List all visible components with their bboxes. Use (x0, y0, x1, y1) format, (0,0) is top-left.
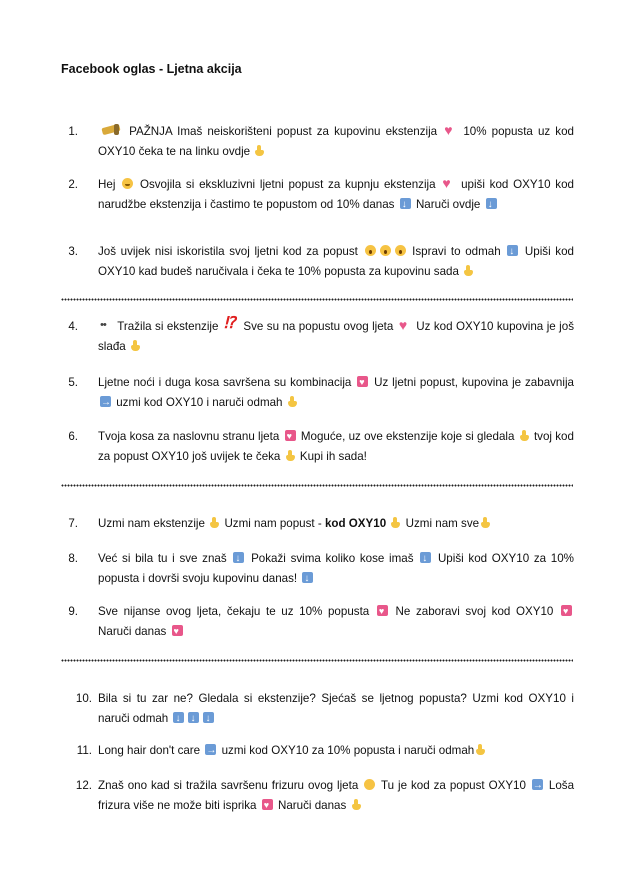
pointing-hand-icon (352, 799, 361, 810)
right-arrow-box-icon (532, 779, 543, 790)
item-number: 1. (68, 125, 78, 138)
heart-box-icon (172, 625, 183, 636)
down-arrow-box-icon (233, 552, 244, 563)
item-text: Tu je kod za popust OXY10 (381, 779, 526, 792)
item-number: 6. (68, 430, 78, 443)
grinning-face-icon (122, 178, 133, 189)
list-item (68, 122, 574, 161)
right-arrow-box-icon (205, 744, 216, 755)
list-item (76, 689, 574, 728)
item-text: Moguće, uz ove ekstenzije koje si gledala (300, 430, 515, 443)
item-text: Uz ljetni popust, kupovina je zabavnija (374, 376, 574, 389)
item-text: Ljetne noći i duga kosa savršena su kombinacija (98, 376, 352, 389)
item-text: Već si bila tu i sve znaš (98, 552, 227, 565)
item-text: Sve su na popustu ovog ljeta (243, 320, 394, 333)
exclamation-question-icon (224, 320, 238, 331)
sparkling-heart-icon (444, 125, 456, 136)
heart-box-icon (561, 605, 572, 616)
sparkling-heart-icon (442, 178, 454, 189)
winking-face-icon (364, 779, 375, 790)
item-text: PAŽNJA Imaš neiskorišteni popust za kupovinu ekstenzija (129, 125, 438, 138)
item-text: Sve nijanse ovog ljeta, čekaju te uz 10% popusta (98, 605, 370, 618)
item-text: Bila si tu zar ne? Gledala si ekstenzije? Sjećaš se ljetnog popusta? Uzmi kod OXY10 i naruči odmah (98, 692, 574, 725)
item-text: Ispravi to odmah (412, 245, 501, 258)
pointing-hand-icon (476, 744, 485, 755)
list-item (68, 427, 574, 466)
item-text: Kupi ih sada! (299, 449, 367, 463)
item-text: Tražila si ekstenzije (117, 320, 219, 333)
item-number: 10. (75, 692, 92, 705)
item-number: 8. (68, 552, 78, 565)
heart-box-icon (357, 376, 368, 387)
item-text: Hej (98, 178, 116, 191)
eyes-icon (100, 320, 112, 331)
item-text: tvoj kod za popust OXY10 još uvijek te čeka (98, 430, 574, 463)
list-item (68, 242, 574, 281)
item-text: 10% popusta uz kod OXY10 čeka te na linku ovdje (98, 125, 574, 158)
pointing-hand-icon (131, 340, 140, 351)
pointing-hand-icon (464, 265, 473, 276)
pointing-hand-icon (288, 396, 297, 407)
pointing-hand-icon (481, 517, 490, 528)
heart-box-icon (377, 605, 388, 616)
down-arrow-box-icon (302, 572, 313, 583)
sparkling-heart-icon (399, 320, 411, 331)
item-number: 4. (68, 320, 78, 333)
pointing-hand-icon (391, 517, 400, 528)
down-arrow-box-icon (188, 712, 199, 723)
item-text: Loša frizura više ne može biti isprika (98, 779, 575, 812)
pointing-hand-icon (255, 145, 264, 156)
list-item (68, 549, 574, 588)
item-text: Long hair don't care (98, 744, 201, 757)
list-item (68, 373, 574, 412)
screaming-face-icon (365, 245, 376, 256)
hammer-icon (100, 124, 122, 136)
item-number: 11. (76, 744, 92, 757)
pointing-hand-icon (210, 517, 219, 528)
heart-box-icon (285, 430, 296, 441)
item-number: 9. (68, 605, 78, 618)
separator (61, 298, 573, 301)
item-number: 2. (68, 178, 78, 191)
item-text: Tvoja kosa za naslovnu stranu ljeta (98, 430, 280, 443)
item-text: Naruči danas (98, 624, 167, 638)
item-text: Upiši kod OXY10 za 10% popusta i dovrši svoju kupovinu danas! (98, 552, 574, 585)
item-text: Ne zaboravi svoj kod OXY10 (395, 605, 554, 618)
list-item (68, 317, 574, 356)
heart-box-icon (262, 799, 273, 810)
item-text: Uzmi nam ekstenzije (98, 517, 205, 530)
screaming-face-icon (395, 245, 406, 256)
item-text: Naruči danas (277, 798, 347, 812)
down-arrow-box-icon (173, 712, 184, 723)
separator (61, 659, 573, 662)
right-arrow-box-icon (100, 396, 111, 407)
document-title: Facebook oglas - Ljetna akcija (61, 62, 242, 76)
separator (61, 484, 573, 487)
item-text: uzmi kod OXY10 za 10% popusta i naruči odmah (221, 744, 475, 757)
item-text: Uzmi nam sve (405, 517, 480, 530)
list-item (68, 602, 574, 641)
item-text: Upiši kod OXY10 kad budeš naručivala i čeka te 10% popusta za kupovinu sada (98, 245, 574, 278)
down-arrow-box-icon (486, 198, 497, 209)
item-text: Znaš ono kad si tražila savršenu frizuru ovog ljeta (98, 779, 359, 792)
item-number: 7. (68, 517, 78, 530)
list-item (68, 175, 574, 214)
item-number: 5. (68, 376, 78, 389)
list-item (68, 514, 574, 534)
promo-code: kod OXY10 (324, 517, 387, 530)
pointing-hand-icon (520, 430, 529, 441)
item-text: Osvojila si ekskluzivni ljetni popust za kupnju ekstenzija (139, 178, 436, 191)
item-text: Pokaži svima koliko kose imaš (251, 552, 414, 565)
list-item (76, 741, 574, 761)
item-text: upiši kod OXY10 kod narudžbe ekstenzija i častimo te popustom od 10% danas (98, 178, 574, 211)
item-text: Naruči ovdje (415, 197, 481, 211)
item-text: Uzmi nam popust - (224, 517, 325, 530)
item-text: Još uvijek nisi iskoristila svoj ljetni kod za popust (98, 245, 358, 258)
down-arrow-box-icon (420, 552, 431, 563)
list-item (76, 776, 574, 815)
screaming-face-icon (380, 245, 391, 256)
item-number: 3. (68, 245, 78, 258)
item-text: uzmi kod OXY10 i naruči odmah (116, 395, 283, 409)
down-arrow-box-icon (400, 198, 411, 209)
down-arrow-box-icon (507, 245, 518, 256)
item-text: Uz kod OXY10 kupovina je još slađa (98, 320, 574, 353)
down-arrow-box-icon (203, 712, 214, 723)
item-number: 12. (75, 779, 92, 792)
pointing-hand-icon (286, 450, 295, 461)
